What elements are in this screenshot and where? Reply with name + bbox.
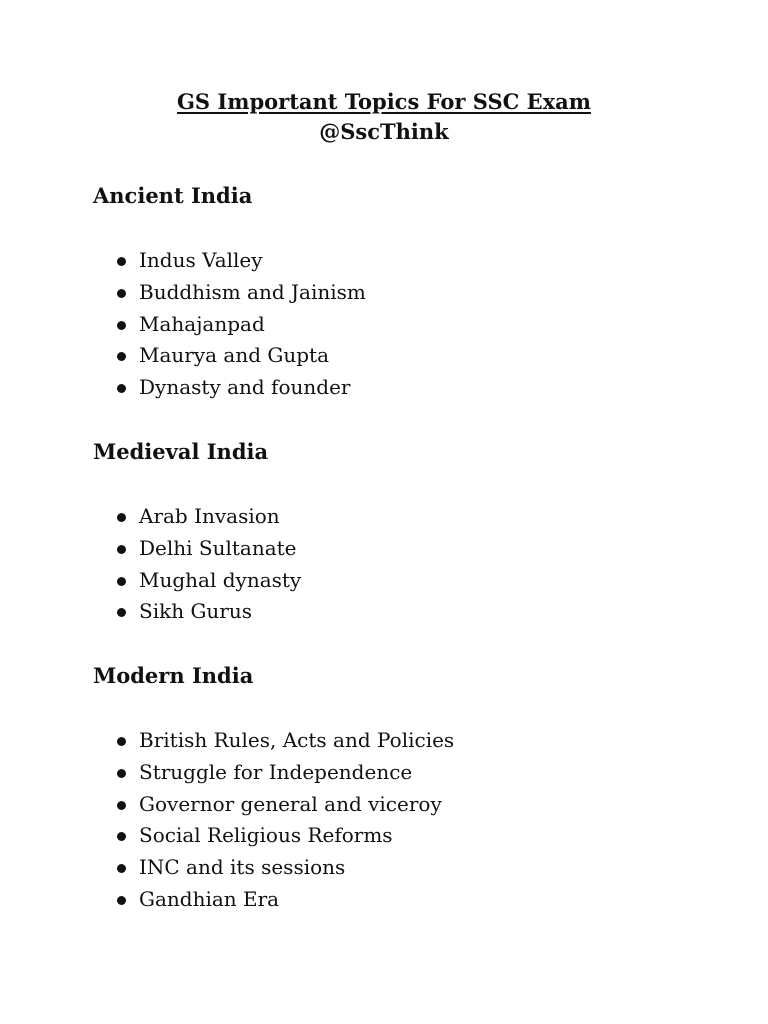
list-item-text: British Rules, Acts and Policies [139, 728, 455, 752]
topic-list [93, 501, 713, 628]
section-medieval-india [93, 437, 713, 628]
list-item [93, 309, 713, 341]
document-title: GS Important Topics For SSC Exam [177, 89, 591, 114]
list-item-text: Sikh Gurus [139, 599, 253, 624]
bullet-icon [117, 577, 126, 586]
list-item-text: Dynasty and founder [139, 375, 351, 400]
document-subtitle: @SscThink [319, 119, 449, 144]
bullet-icon [117, 737, 126, 746]
list-item [93, 565, 713, 597]
list-item-text: Maurya and Gupta [139, 343, 330, 368]
bullet-icon [117, 769, 126, 778]
list-item-text: Delhi Sultanate [139, 535, 297, 560]
section-ancient-india [93, 181, 713, 404]
bullet-icon [117, 352, 126, 361]
list-item [93, 340, 713, 372]
list-item [93, 533, 713, 565]
bullet-icon [117, 513, 126, 522]
section-modern-india [93, 661, 713, 916]
list-item-text: Struggle for Independence [139, 759, 413, 784]
list-item-text: Social Religious Reforms [139, 823, 393, 848]
bullet-icon [117, 864, 126, 873]
section-heading: Ancient India [93, 183, 253, 208]
list-item-text: Arab Invasion [139, 504, 280, 528]
list-item [93, 245, 713, 277]
bullet-icon [117, 321, 126, 330]
list-item-text: Indus Valley [139, 248, 263, 272]
list-item-text: Gandhian Era [139, 886, 280, 911]
list-item [93, 725, 713, 757]
section-heading: Modern India [93, 663, 254, 688]
bullet-icon [117, 832, 126, 841]
topic-list [93, 725, 713, 916]
bullet-icon [117, 289, 126, 298]
list-item [93, 757, 713, 789]
list-item-text: Mughal dynasty [139, 567, 302, 592]
list-item [93, 372, 713, 404]
list-item-text: Mahajanpad [139, 311, 265, 336]
list-item-text: Governor general and viceroy [139, 791, 442, 816]
bullet-icon [117, 608, 126, 617]
list-item [93, 277, 713, 309]
bullet-icon [117, 801, 126, 810]
list-item [93, 820, 713, 852]
list-item [93, 501, 713, 533]
bullet-icon [117, 384, 126, 393]
bullet-icon [117, 257, 126, 266]
section-heading: Medieval India [93, 439, 269, 464]
list-item-text: Buddhism and Jainism [139, 279, 366, 304]
list-item [93, 789, 713, 821]
list-item [93, 852, 713, 884]
topic-list [93, 245, 713, 404]
list-item [93, 884, 713, 916]
list-item [93, 596, 713, 628]
bullet-icon [117, 545, 126, 554]
list-item-text: INC and its sessions [139, 855, 346, 880]
bullet-icon [117, 896, 126, 905]
